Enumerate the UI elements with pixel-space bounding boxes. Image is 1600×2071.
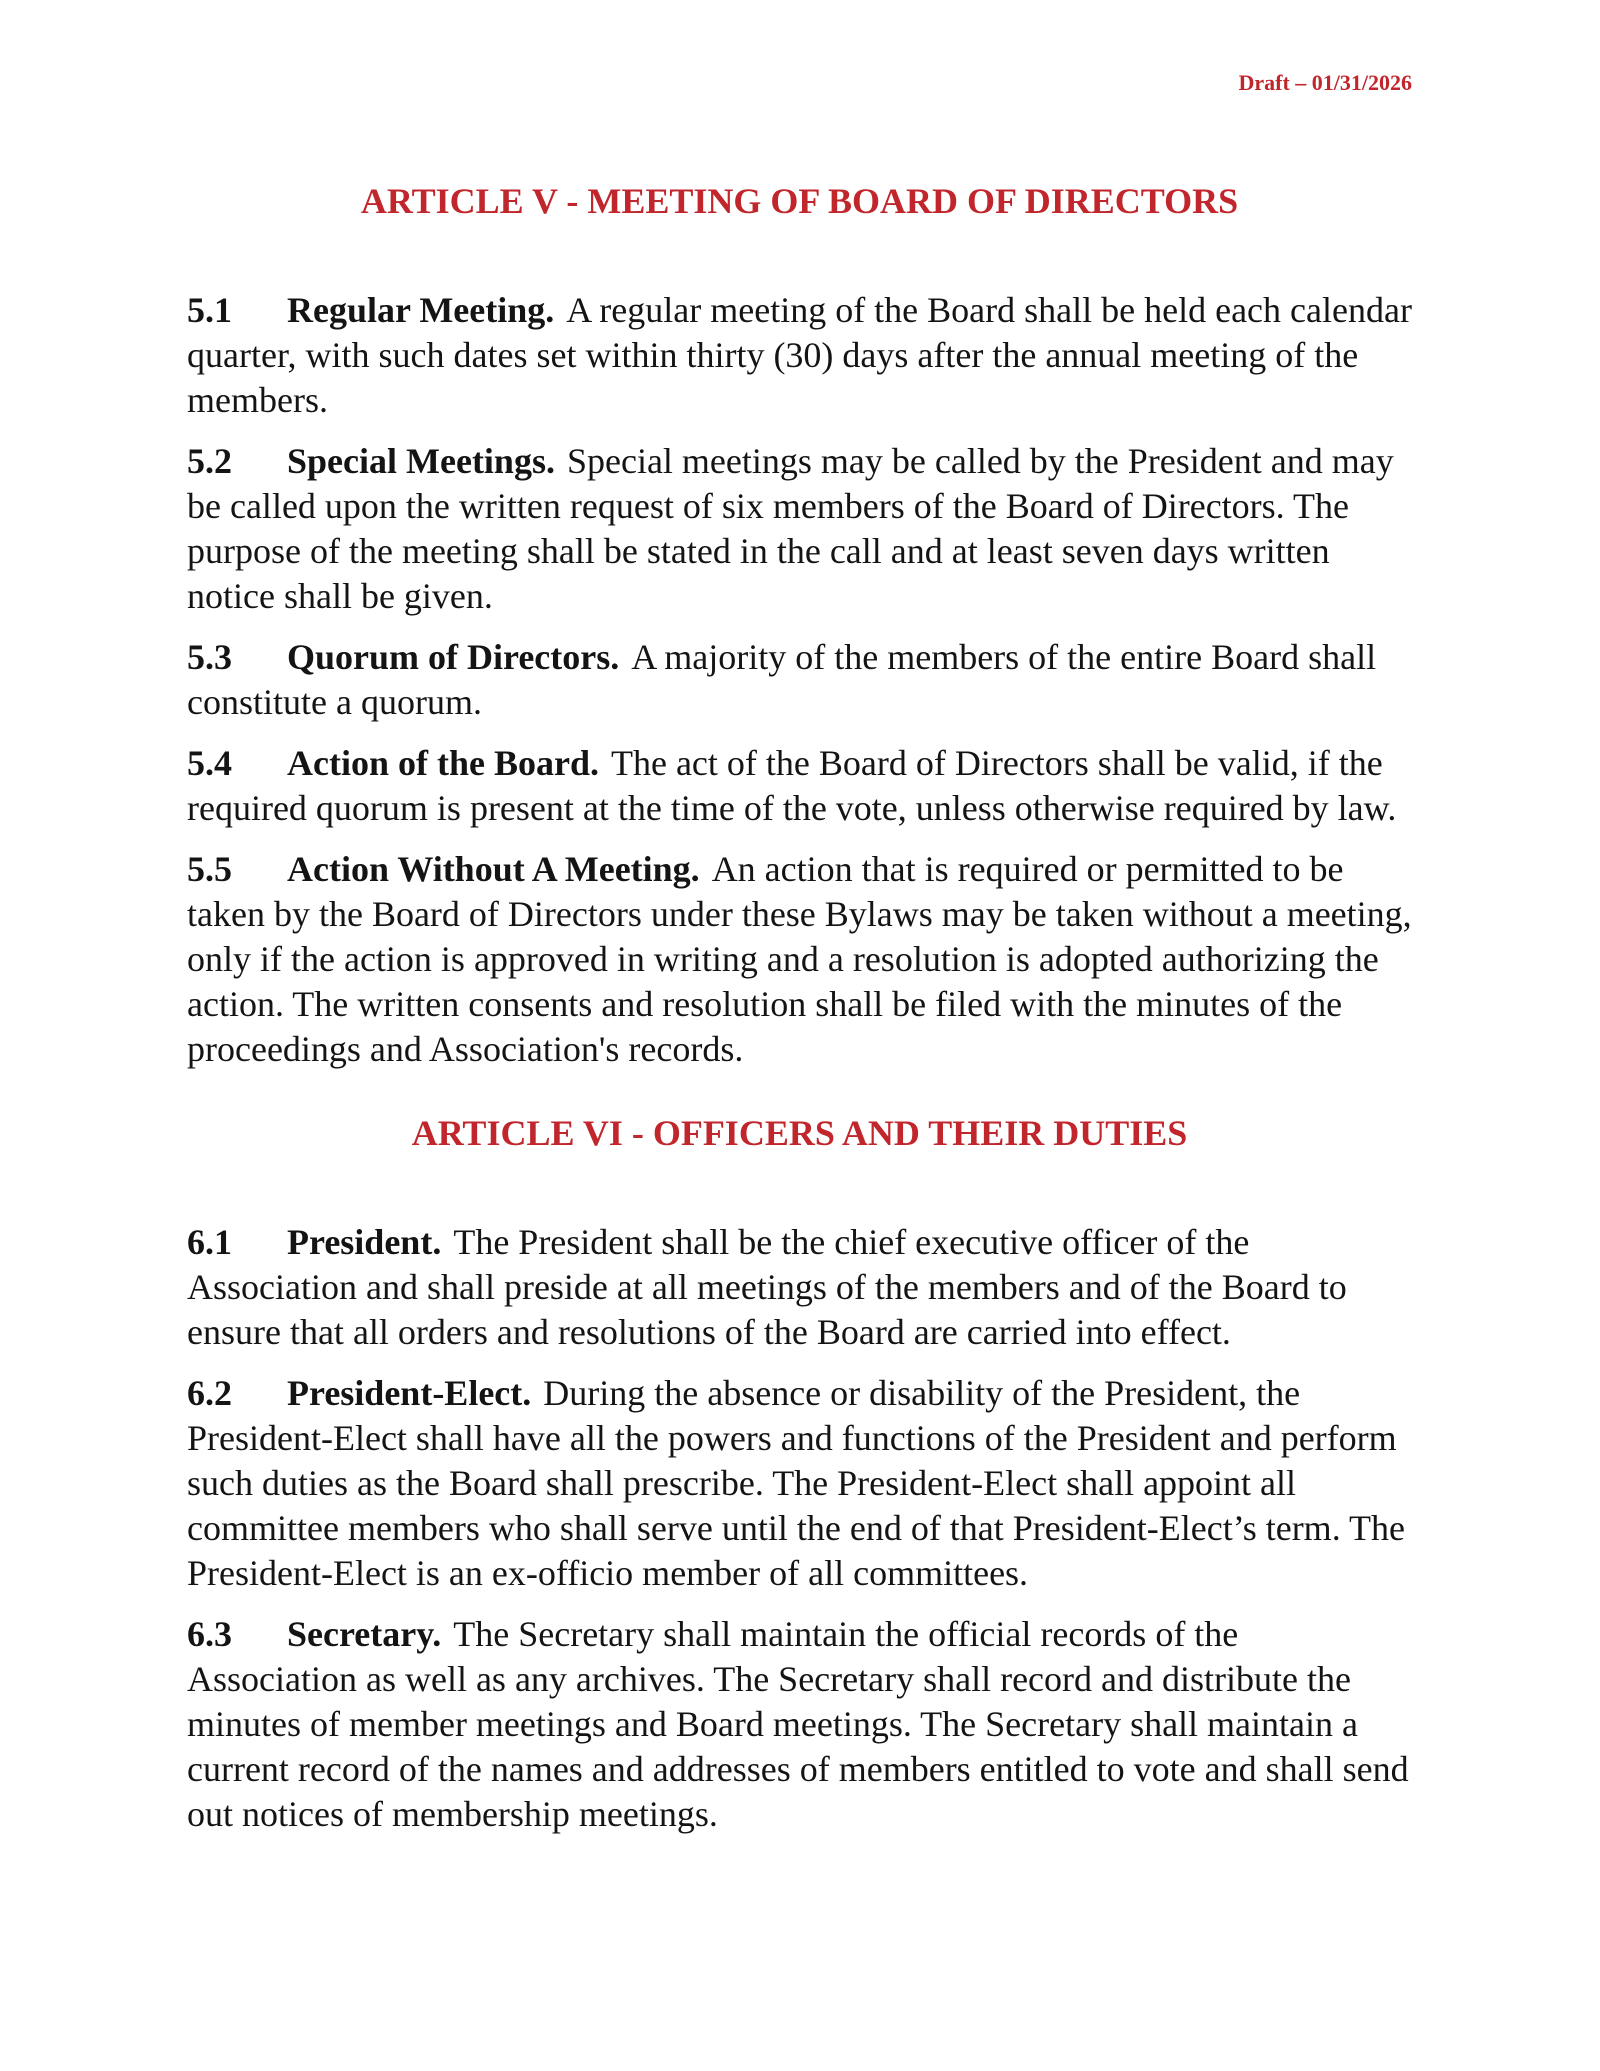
section-number: 5.3 — [187, 637, 232, 677]
section-body-text: The act of the Board of Directors shall be valid, if the required quorum is present at the time of the vote, unless otherwise required by law. — [187, 743, 1397, 828]
section-heading: Regular Meeting. — [287, 290, 555, 330]
article-vi-title: ARTICLE VI - OFFICERS AND THEIR DUTIES — [411, 1113, 1188, 1153]
section-heading: Action of the Board. — [287, 743, 599, 783]
section-heading: Special Meetings. — [287, 441, 555, 481]
section-heading: Secretary. — [287, 1614, 442, 1654]
section-body-text: An action that is required or permitted to be taken by the Board of Directors under these Bylaws may be taken without a meeting, only if the action is approved in writing and a resolution is adopted authorizing the action. The written consents and resolution shall be filed with the minutes of the proceedings and Association's records. — [187, 849, 1412, 1069]
section-6-2 — [187, 1371, 1412, 1596]
section-body-text: The Secretary shall maintain the official records of the Association as well as any archives. The Secretary shall record and distribute the minutes of member meetings and Board meetings. The Secretary shall maintain a current record of the names and addresses of members entitled to vote and shall send out notices of membership meetings. — [187, 1614, 1409, 1834]
section-heading: President-Elect. — [287, 1373, 532, 1413]
section-heading: Action Without A Meeting. — [287, 849, 700, 889]
section-number: 5.5 — [187, 849, 232, 889]
draft-date-label: Draft – 01/31/2026 — [1238, 70, 1412, 95]
section-body-text: A majority of the members of the entire Board shall constitute a quorum. — [187, 637, 1377, 722]
section-5-2 — [187, 439, 1412, 619]
section-5-4 — [187, 741, 1412, 831]
section-number: 5.4 — [187, 743, 232, 783]
section-5-1 — [187, 288, 1412, 423]
section-heading: Quorum of Directors. — [287, 637, 620, 677]
section-number: 6.3 — [187, 1614, 232, 1654]
section-6-3 — [187, 1612, 1412, 1837]
section-heading: President. — [287, 1222, 442, 1262]
section-6-1 — [187, 1220, 1412, 1355]
section-number: 5.1 — [187, 290, 232, 330]
section-body-text: During the absence or disability of the President, the President-Elect shall have all the powers and functions of the President and perform such duties as the Board shall prescribe. The President-Elect shall appoint all committee members who shall serve until the end of that President-Elect’s term. The President-Elect is an ex-officio member of all committees. — [187, 1373, 1406, 1593]
section-body-text: The President shall be the chief executive officer of the Association and shall preside at all meetings of the members and of the Board to ensure that all orders and resolutions of the Board are carried into effect. — [187, 1222, 1347, 1352]
section-number: 6.2 — [187, 1373, 232, 1413]
section-body-text: A regular meeting of the Board shall be held each calendar quarter, with such dates set within thirty (30) days after the annual meeting of the members. — [187, 290, 1412, 420]
section-number: 6.1 — [187, 1222, 232, 1262]
section-5-5 — [187, 847, 1412, 1072]
section-body-text: Special meetings may be called by the President and may be called upon the written request of six members of the Board of Directors. The purpose of the meeting shall be stated in the call and at least seven days written notice shall be given. — [187, 441, 1394, 616]
section-number: 5.2 — [187, 441, 232, 481]
article-v-title: ARTICLE V - MEETING OF BOARD OF DIRECTORS — [360, 181, 1239, 221]
section-5-3 — [187, 635, 1412, 725]
